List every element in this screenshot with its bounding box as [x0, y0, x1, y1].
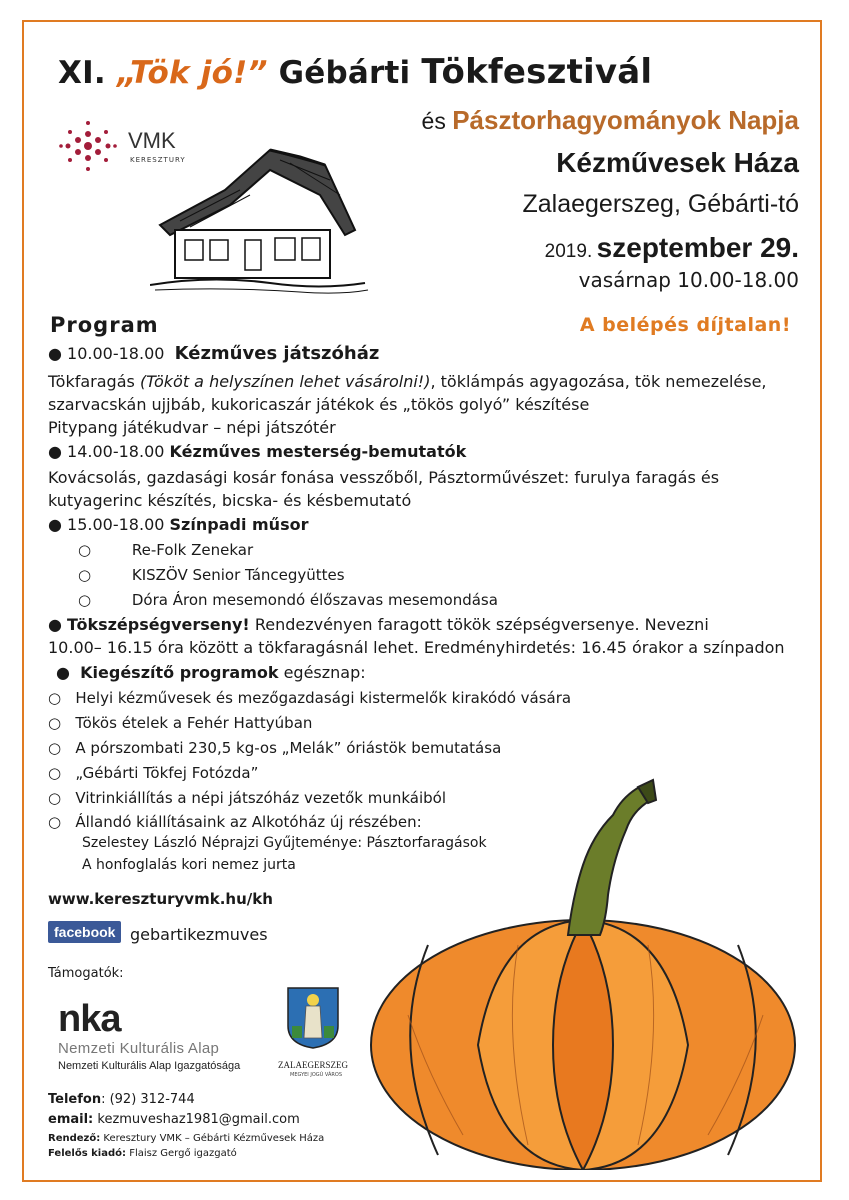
organizer: Rendező: Keresztury VMK – Gébárti Kézművesek Háza: [48, 1133, 325, 1144]
free-entry: A belépés díjtalan!: [579, 314, 791, 336]
extra-item: ○ A pórszombati 230,5 kg-os „Melák” óriástök bemutatása: [48, 739, 502, 757]
extra-item: ○ Helyi kézművesek és mezőgazdasági kistermelők kirakódó vására: [48, 689, 572, 707]
stage-item: ○ KISZÖV Senior Táncegyüttes: [78, 566, 345, 584]
vmk-text: VMK: [128, 128, 176, 153]
jatszohaz-desc-1: Tökfaragás (Tököt a helyszínen lehet vásárolni!), töklámpás agyagozása, tök nemezelése,: [48, 372, 767, 391]
zala-name: ZALAEGERSZEG: [278, 1060, 348, 1070]
zalaegerszeg-coat-of-arms-icon: [286, 986, 340, 1050]
vmk-subtext: KERESZTURY: [130, 156, 186, 164]
stage-item: ○ Dóra Áron mesemondó élőszavas mesemondása: [78, 591, 498, 609]
mesterseg-desc-1: Kovácsolás, gazdasági kosár fonása vesszőből, Pásztorművészet: furulya faragás és: [48, 468, 720, 487]
venue: Kézművesek Háza: [556, 147, 799, 178]
publisher: Felelős kiadó: Flaisz Gergő igazgató: [48, 1148, 237, 1159]
extra-heading: ● Kiegészítő programok egésznap:: [56, 663, 366, 682]
sponsors-label: Támogatók:: [48, 966, 124, 981]
nka-sub: Nemzeti Kulturális Alap Igazgatósága: [58, 1060, 241, 1072]
zala-sub: MEGYEI JOGÚ VÁROS: [290, 1072, 343, 1078]
program-item-3: ● 15.00-18.00 Színpadi műsor: [48, 515, 309, 534]
dots-logo-icon: [58, 118, 138, 178]
facebook-page[interactable]: gebartikezmuves: [130, 925, 268, 944]
jatszohaz-desc-3: Pitypang játékudvar – népi játszótér: [48, 418, 336, 437]
pumpkin-illustration: [368, 775, 808, 1170]
website-link[interactable]: www.kereszturyvmk.hu/kh: [48, 890, 273, 908]
program-item-1: ● 10.00-18.00 Kézműves játszóház: [48, 343, 380, 364]
exhibition-item: Szelestey László Néprajzi Gyűjteménye: Pásztorfaragások: [82, 835, 487, 851]
event-date: 2019. szeptember 29.: [544, 232, 799, 263]
extra-item: ○ Állandó kiállításaink az Alkotóház új részében:: [48, 813, 422, 831]
facebook-badge-icon: facebook: [48, 921, 121, 943]
stage-item: ○ Re-Folk Zenekar: [78, 541, 254, 559]
nka-name: Nemzeti Kulturális Alap: [58, 1040, 220, 1057]
extra-item: ○ Tökös ételek a Fehér Hattyúban: [48, 714, 313, 732]
nka-logo: nka: [58, 998, 121, 1040]
festival-title: XI. „Tök jó!” Gébárti Tökfesztivál: [58, 52, 653, 92]
mesterseg-desc-2: kutyagerinc készítés, bicska- és késbemutató: [48, 491, 412, 510]
contest: ● Tökszépségverseny! Rendezvényen faragott tökök szépségversenye. Nevezni: [48, 615, 709, 634]
extra-item: ○ Vitrinkiállítás a népi játszóház vezetők munkáiból: [48, 789, 447, 807]
location: Zalaegerszeg, Gébárti-tó: [522, 190, 799, 218]
subtitle: és Pásztorhagyományok Napja: [421, 105, 799, 135]
program-item-2: ● 14.00-18.00 Kézműves mesterség-bemutatók: [48, 442, 467, 461]
exhibition-item: A honfoglalás kori nemez jurta: [82, 857, 296, 873]
program-heading: Program: [50, 313, 159, 337]
email: email: kezmuveshaz1981@gmail.com: [48, 1112, 300, 1127]
house-illustration: [150, 135, 370, 295]
extra-item: ○ „Gébárti Tökfej Fotózda”: [48, 764, 259, 782]
jatszohaz-desc-2: szarvacskán ujjbáb, kukoricaszár játékok és „tökös golyó” készítése: [48, 395, 590, 414]
phone: Telefon: (92) 312-744: [48, 1092, 195, 1107]
contest-desc: 10.00– 16.15 óra között a tökfaragásnál lehet. Eredményhirdetés: 16.45 órakor a színpadon: [48, 638, 785, 657]
event-time: vasárnap 10.00-18.00: [578, 268, 799, 292]
